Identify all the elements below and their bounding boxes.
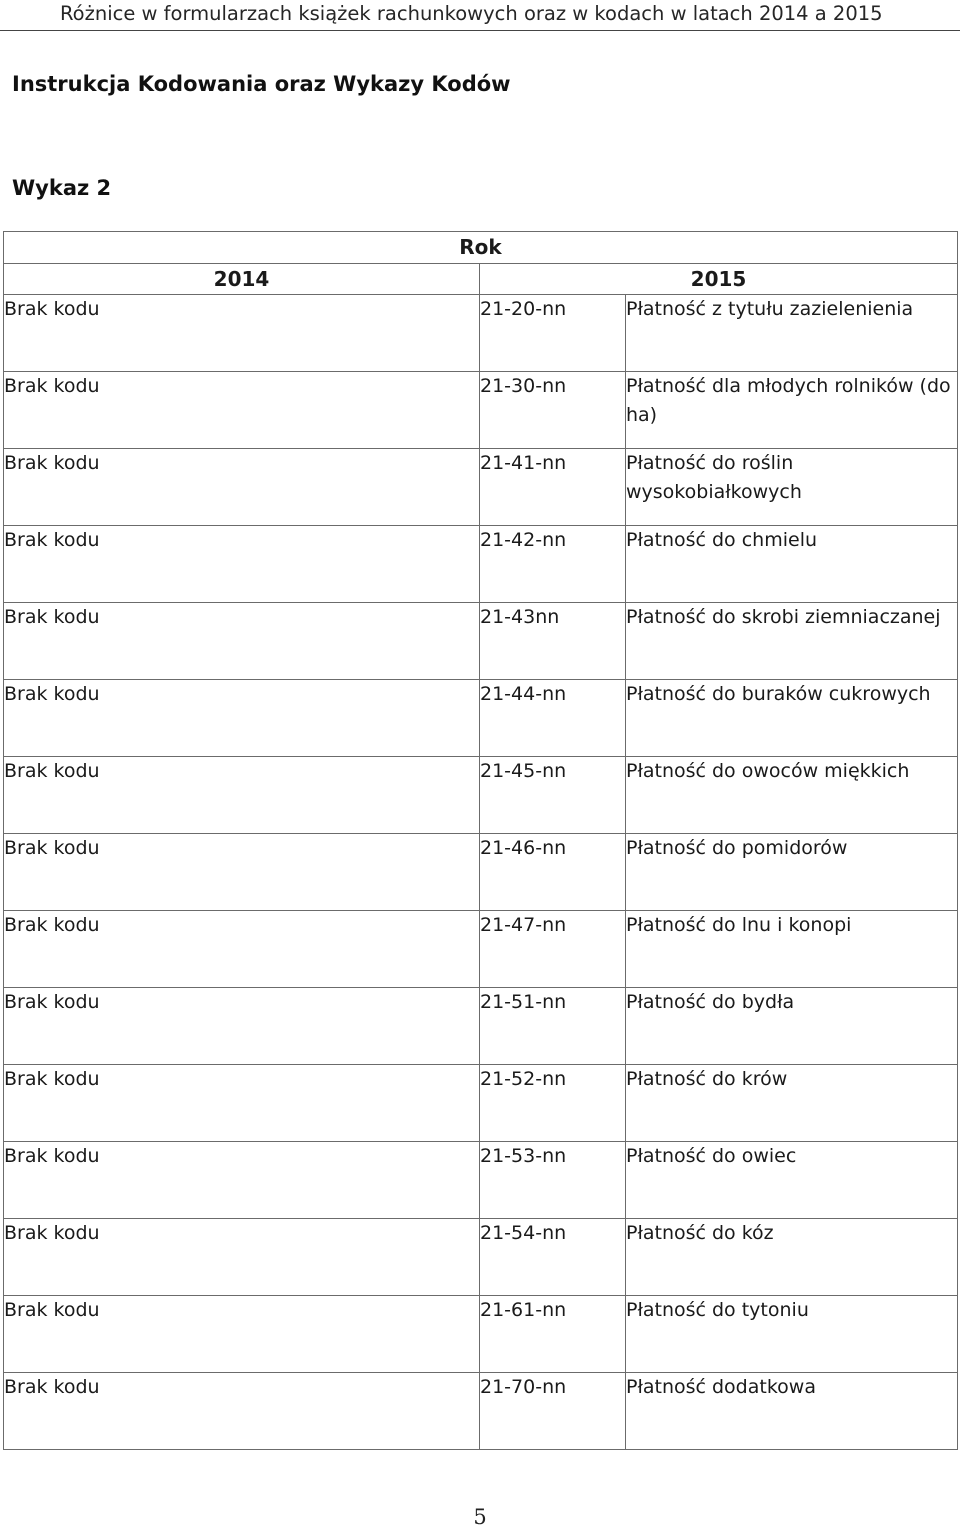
- header-rule: [0, 30, 960, 31]
- description-cell: Płatność do owiec: [626, 1142, 958, 1219]
- description-cell: Płatność do kóz: [626, 1219, 958, 1296]
- old-code-cell: Brak kodu: [4, 372, 480, 449]
- description-cell: Płatność do krów: [626, 1065, 958, 1142]
- new-code-cell: 21-30-nn: [480, 372, 626, 449]
- table-header-row-group: [4, 232, 958, 264]
- year-2014-header: 2014: [4, 264, 480, 295]
- description-cell: Płatność do bydła: [626, 988, 958, 1065]
- table-row: [4, 1296, 958, 1373]
- new-code-cell: 21-41-nn: [480, 449, 626, 526]
- year-2015-header: 2015: [480, 264, 958, 295]
- new-code-cell: 21-47-nn: [480, 911, 626, 988]
- new-code-cell: 21-42-nn: [480, 526, 626, 603]
- codes-table: [3, 231, 958, 1450]
- table-row: [4, 449, 958, 526]
- table-row: [4, 680, 958, 757]
- new-code-cell: 21-51-nn: [480, 988, 626, 1065]
- table-body: [4, 295, 958, 1450]
- table-row: [4, 1065, 958, 1142]
- table-header-row-years: [4, 264, 958, 295]
- table-row: [4, 295, 958, 372]
- table-row: [4, 1142, 958, 1219]
- new-code-cell: 21-54-nn: [480, 1219, 626, 1296]
- old-code-cell: Brak kodu: [4, 449, 480, 526]
- table-row: [4, 911, 958, 988]
- description-cell: Płatność dodatkowa: [626, 1373, 958, 1450]
- table-row: [4, 834, 958, 911]
- new-code-cell: 21-52-nn: [480, 1065, 626, 1142]
- description-cell: Płatność do chmielu: [626, 526, 958, 603]
- table-row: [4, 988, 958, 1065]
- new-code-cell: 21-46-nn: [480, 834, 626, 911]
- description-cell: Płatność do lnu i konopi: [626, 911, 958, 988]
- old-code-cell: Brak kodu: [4, 834, 480, 911]
- old-code-cell: Brak kodu: [4, 1373, 480, 1450]
- table-row: [4, 372, 958, 449]
- old-code-cell: Brak kodu: [4, 680, 480, 757]
- new-code-cell: 21-20-nn: [480, 295, 626, 372]
- old-code-cell: Brak kodu: [4, 911, 480, 988]
- table-row: [4, 1219, 958, 1296]
- old-code-cell: Brak kodu: [4, 757, 480, 834]
- table-row: [4, 757, 958, 834]
- description-cell: Płatność do roślin wysokobiałkowych: [626, 449, 958, 526]
- old-code-cell: Brak kodu: [4, 1065, 480, 1142]
- table-row: [4, 526, 958, 603]
- page-number: 5: [473, 1505, 487, 1529]
- description-cell: Płatność do buraków cukrowych: [626, 680, 958, 757]
- new-code-cell: 21-45-nn: [480, 757, 626, 834]
- list-title: Wykaz 2: [12, 176, 112, 200]
- new-code-cell: 21-53-nn: [480, 1142, 626, 1219]
- old-code-cell: Brak kodu: [4, 295, 480, 372]
- old-code-cell: Brak kodu: [4, 1296, 480, 1373]
- new-code-cell: 21-70-nn: [480, 1373, 626, 1450]
- running-header: Różnice w formularzach książek rachunkowych oraz w kodach w latach 2014 a 2015: [60, 2, 883, 25]
- old-code-cell: Brak kodu: [4, 1142, 480, 1219]
- new-code-cell: 21-44-nn: [480, 680, 626, 757]
- old-code-cell: Brak kodu: [4, 988, 480, 1065]
- old-code-cell: Brak kodu: [4, 1219, 480, 1296]
- document-title: Instrukcja Kodowania oraz Wykazy Kodów: [12, 72, 511, 96]
- description-cell: Płatność do tytoniu: [626, 1296, 958, 1373]
- description-cell: Płatność do skrobi ziemniaczanej: [626, 603, 958, 680]
- description-cell: Płatność dla młodych rolników (do ha): [626, 372, 958, 449]
- description-cell: Płatność z tytułu zazielenienia: [626, 295, 958, 372]
- old-code-cell: Brak kodu: [4, 526, 480, 603]
- description-cell: Płatność do pomidorów: [626, 834, 958, 911]
- table-row: [4, 603, 958, 680]
- table-row: [4, 1373, 958, 1450]
- new-code-cell: 21-61-nn: [480, 1296, 626, 1373]
- new-code-cell: 21-43nn: [480, 603, 626, 680]
- year-group-header: Rok: [4, 232, 958, 264]
- old-code-cell: Brak kodu: [4, 603, 480, 680]
- description-cell: Płatność do owoców miękkich: [626, 757, 958, 834]
